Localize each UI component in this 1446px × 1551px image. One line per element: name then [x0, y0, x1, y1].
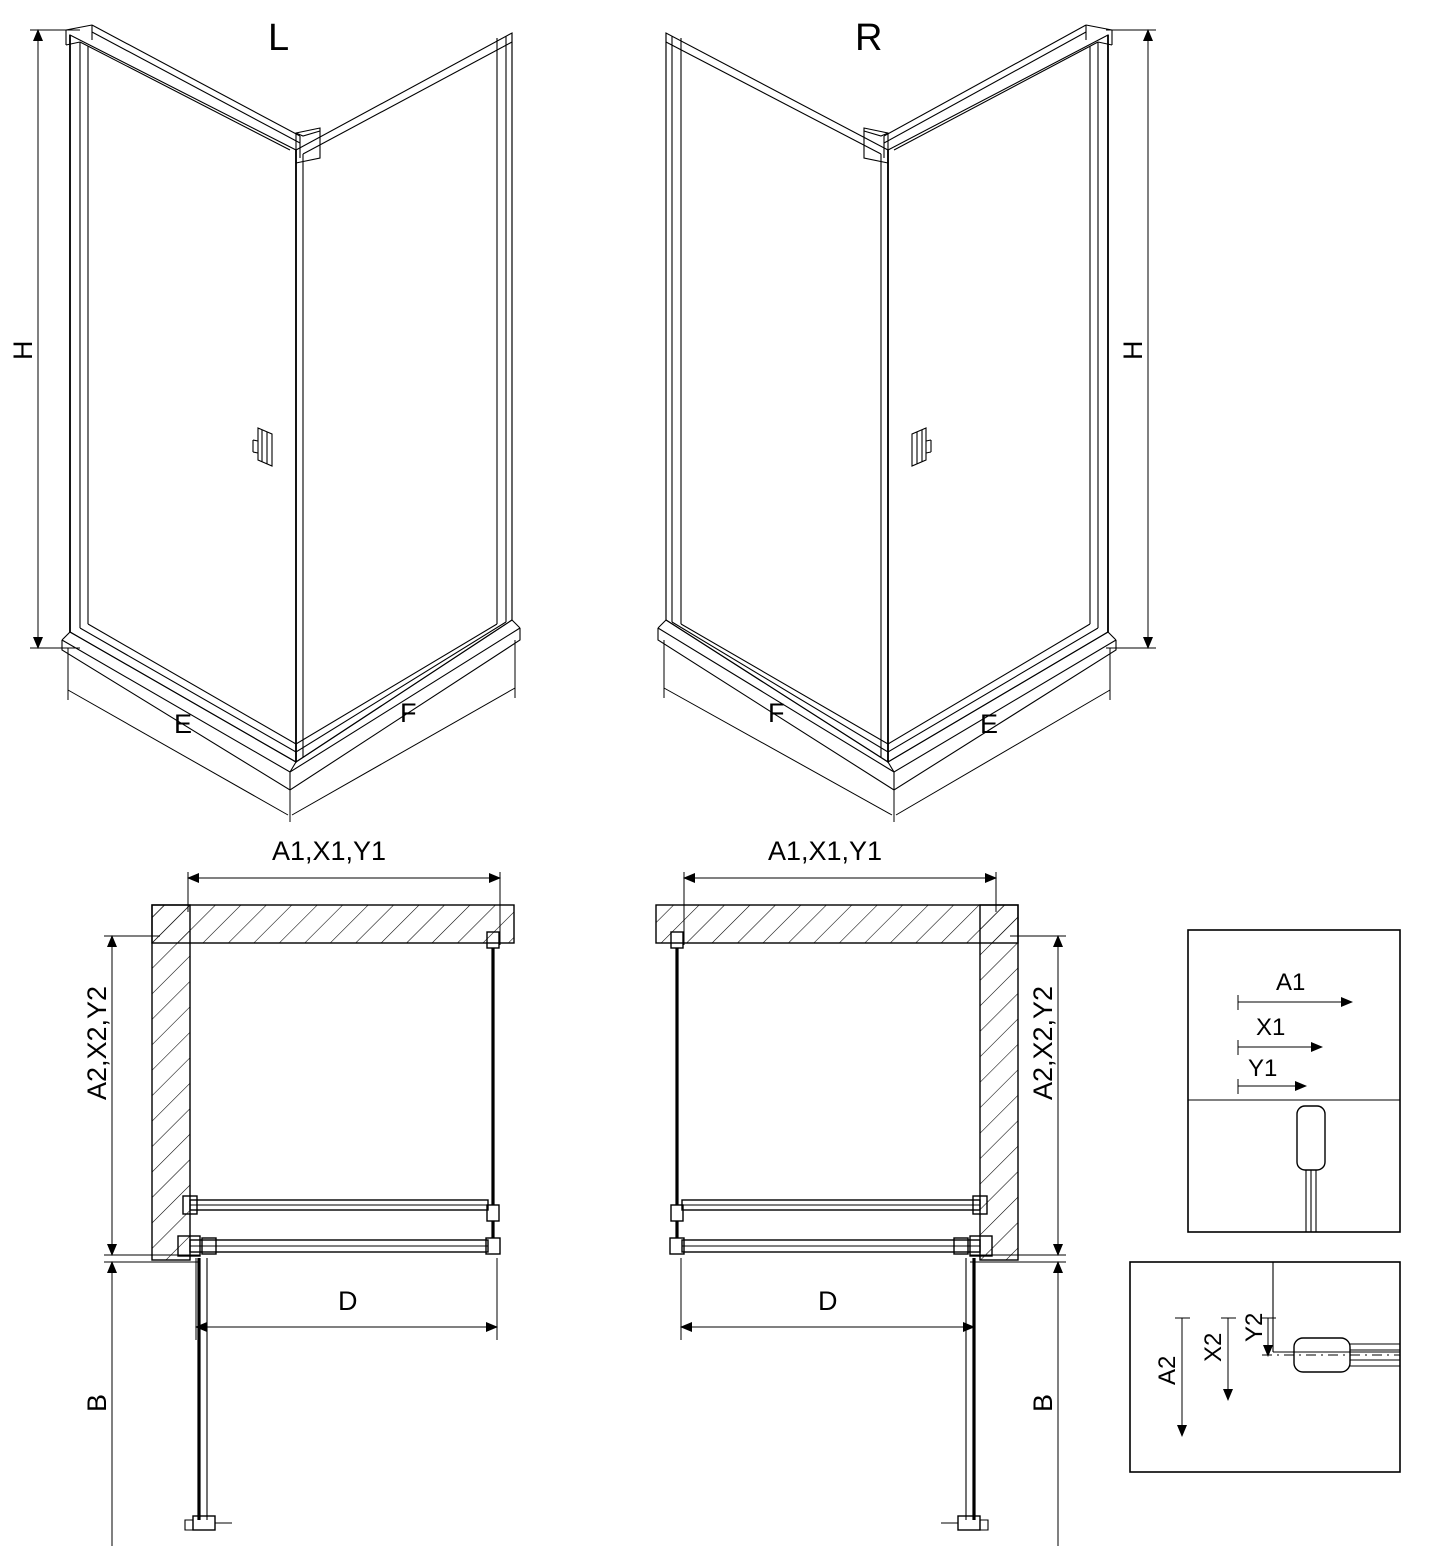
- plan-left-inner-dim-label: D: [338, 1286, 358, 1316]
- plan-left-walls: [152, 905, 514, 1260]
- detail-top-dim-y1: [1238, 1055, 1306, 1094]
- iso-left-title: L: [268, 17, 290, 59]
- iso-right-dim-e: E: [980, 709, 999, 739]
- plan-right-bottom-dim-label: B: [1028, 1393, 1058, 1412]
- iso-left-height-label: H: [8, 340, 38, 360]
- iso-left-shower-tray: [62, 620, 520, 790]
- plan-left-inner-dimension: [196, 1258, 497, 1340]
- detail-view-bottom: [1130, 1262, 1400, 1472]
- detail-bottom-dim-y2: [1241, 1313, 1276, 1356]
- plan-left-bottom-dim-label: B: [82, 1393, 112, 1412]
- iso-left-door-handle: [253, 428, 272, 466]
- plan-left-top-dim-label: A1,X1,Y1: [272, 836, 387, 866]
- plan-left-door-leaf: [185, 1258, 232, 1530]
- iso-right-height-dimension: [1106, 30, 1156, 648]
- detail-bottom-dim-a2: [1154, 1318, 1190, 1436]
- plan-left-bottom-dimension: [82, 1262, 200, 1546]
- plan-view-left: [82, 836, 514, 1546]
- plan-right-inner-dimension: [681, 1258, 974, 1340]
- plan-left-side-dim-label: A2,X2,Y2: [82, 985, 112, 1100]
- detail-bottom-profile: [1262, 1338, 1400, 1372]
- plan-view-right: [656, 836, 1066, 1546]
- detail-top-label-y1: Y1: [1248, 1055, 1278, 1082]
- plan-right-bottom-dimension: [970, 1262, 1066, 1546]
- iso-right-dim-f: F: [768, 698, 785, 728]
- iso-right-door-handle: [912, 428, 931, 466]
- iso-view-right: [658, 17, 1156, 822]
- iso-left-bottom-dimensions: [68, 640, 515, 822]
- iso-right-shower-tray: [658, 620, 1116, 790]
- detail-view-top: [1188, 930, 1400, 1232]
- iso-left-door-panel: [66, 25, 300, 762]
- iso-right-height-label: H: [1118, 340, 1148, 360]
- detail-bottom-label-x2: X2: [1200, 1332, 1227, 1362]
- plan-left-fixed-panel: [178, 1196, 488, 1256]
- iso-view-left: [8, 17, 520, 822]
- iso-right-door-panel: [884, 25, 1112, 762]
- plan-right-top-dim-label: A1,X1,Y1: [768, 836, 883, 866]
- iso-left-dim-e: E: [174, 709, 193, 739]
- iso-right-bottom-dimensions: [664, 640, 1110, 822]
- detail-top-profile: [1297, 1106, 1325, 1232]
- detail-bottom-label-a2: A2: [1154, 1355, 1181, 1385]
- plan-right-door-leaf: [941, 1258, 988, 1530]
- plan-right-walls: [656, 905, 1018, 1260]
- iso-left-dim-f: F: [400, 698, 417, 728]
- detail-top-dim-x1: [1238, 1014, 1322, 1055]
- plan-right-fixed-panel: [682, 1196, 992, 1256]
- plan-right-side-dim-label: A2,X2,Y2: [1028, 985, 1058, 1100]
- detail-bottom-label-y2: Y2: [1241, 1312, 1268, 1342]
- iso-right-title: R: [855, 17, 883, 59]
- detail-top-label-x1: X1: [1256, 1014, 1286, 1041]
- detail-bottom-dim-x2: [1200, 1318, 1236, 1400]
- detail-top-dim-a1: [1238, 969, 1352, 1010]
- plan-right-inner-dim-label: D: [818, 1286, 838, 1316]
- detail-top-label-a1: A1: [1276, 969, 1306, 996]
